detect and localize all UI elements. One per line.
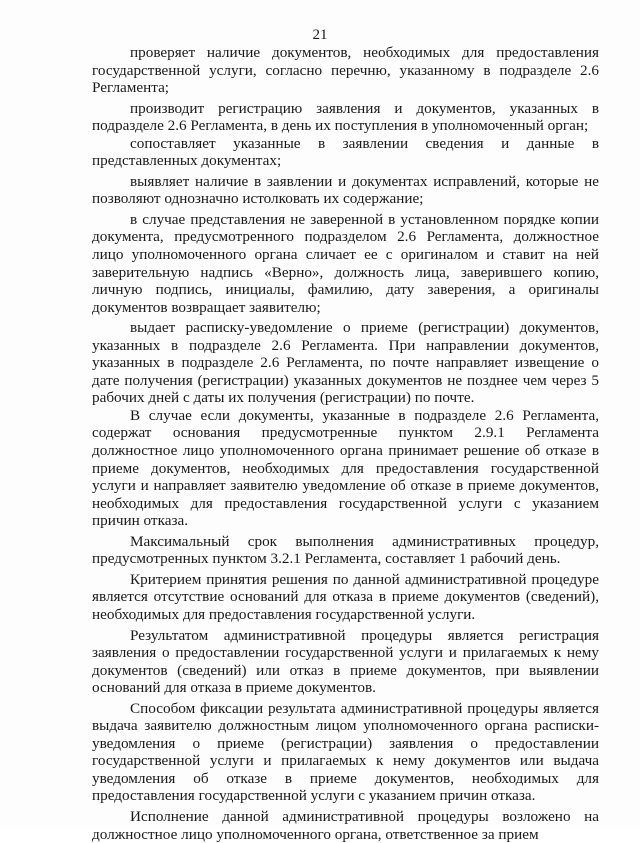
paragraph: Максимальный срок выполнения административных процедур, предусмотренных пунктом 3.2.1 Регламента, составляет 1 рабочий день.: [92, 532, 599, 568]
paragraph: проверяет наличие документов, необходимых для предоставления государственной услуги, согласно перечню, указанному в подразделе 2.6 Регламента;: [92, 44, 599, 97]
paragraph: производит регистрацию заявления и документов, указанных в подразделе 2.6 Регламента, в день их поступления в уполномоченный орган;: [92, 99, 599, 135]
paragraph: Результатом административной процедуры является регистрация заявления о предоставлении государственной услуги и прилагаемых к нему документов (сведений) или отказ в приеме документов, при выявлении оснований для отказа в приеме документов.: [92, 626, 599, 697]
paragraph: выдает расписку-уведомление о приеме (регистрации) документов, указанных в подразделе 2.6 Регламента. При направлении документов, указанных в подразделе 2.6 Регламента, по почте направляет извещение о дате получения (регистрации) указанных документов не позднее чем через 5 рабочих дней с даты их получения (регистрации) по почте.: [92, 319, 599, 407]
page-number: 21: [312, 27, 328, 43]
paragraph: Способом фиксации результата административной процедуры является выдача заявителю должностным лицом уполномоченного органа расписки-уведомления о приеме (регистрации) заявления о предоставлении государственной услуги и прилагаемых к нему документов или выдача уведомления об отказе в приеме документов, необходимых для предоставления государственной услуги с указанием причин отказа.: [92, 699, 599, 805]
paragraph: Исполнение данной административной процедуры возложено на должностное лицо уполномоченного органа, ответственное за прием: [92, 807, 599, 843]
paragraph: выявляет наличие в заявлении и документах исправлений, которые не позволяют однозначно истолковать их содержание;: [92, 172, 599, 208]
body-text: [92, 44, 599, 843]
paragraph: Критерием принятия решения по данной административной процедуре является отсутствие оснований для отказа в приеме документов (сведений), необходимых для предоставления государственной услуги.: [92, 570, 599, 623]
paragraph: в случае представления не заверенной в установленном порядке копии документа, предусмотренного подразделом 2.6 Регламента, должностное лицо уполномоченного органа сличает ее с оригиналом и ставит на ней заверительную надпись «Верно», должность лица, заверившего копию, личную подпись, инициалы, фамилию, дату заверения, а оригиналы документов возвращает заявителю;: [92, 210, 599, 316]
paragraph: сопоставляет указанные в заявлении сведения и данные в представленных документах;: [92, 134, 599, 170]
paragraph: В случае если документы, указанные в подразделе 2.6 Регламента, содержат основания предусмотренные пунктом 2.9.1 Регламента должностное лицо уполномоченного органа принимает решение об отказе в приеме документов, необходимых для предоставления государственной услуги и направляет заявителю уведомление об отказе в приеме документов, необходимых для предоставления государственной услуги с указанием причин отказа.: [92, 406, 599, 530]
